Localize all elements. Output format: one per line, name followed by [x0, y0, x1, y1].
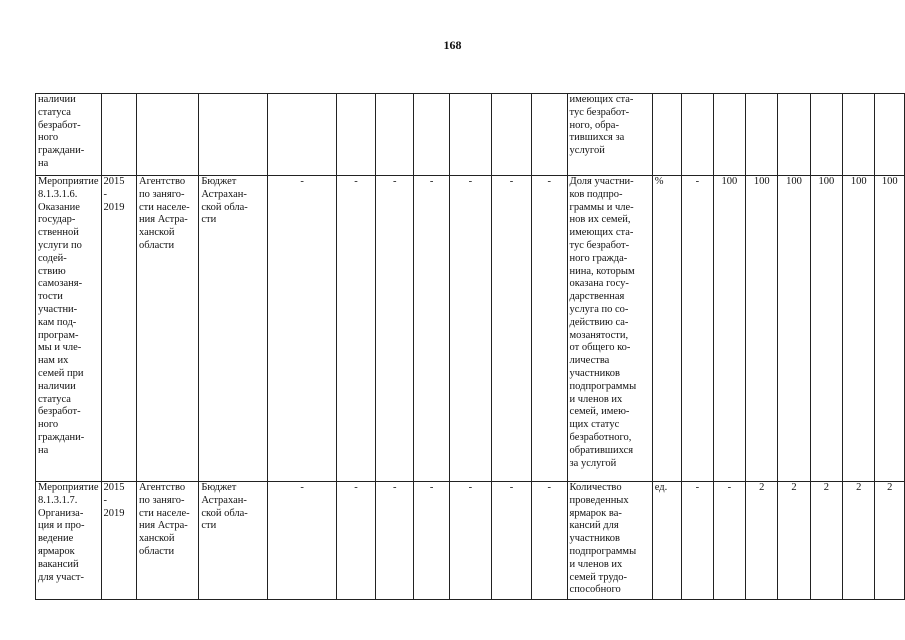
- fin-cell: -: [491, 176, 531, 482]
- table-row: [36, 94, 905, 176]
- value-cell: 100: [746, 176, 778, 482]
- fin-cell: [268, 94, 337, 176]
- value-cell: [746, 94, 778, 176]
- years-cell: 2015 - 2019: [101, 176, 136, 482]
- unit-cell: %: [652, 176, 681, 482]
- value-cell: [682, 94, 714, 176]
- fin-cell: -: [491, 482, 531, 600]
- value-cell: 2: [810, 482, 842, 600]
- value-cell: [778, 94, 810, 176]
- page-number: 168: [443, 38, 462, 52]
- fin-cell: -: [376, 176, 414, 482]
- indicator-cell: имеющих ста- тус безработ- ного, обра- тившихся за услугой: [567, 94, 652, 176]
- value-cell: 100: [778, 176, 810, 482]
- years-cell: [101, 94, 136, 176]
- indicator-cell: Доля участни- ков подпро- граммы и чле- нов их семей, имеющих ста- тус безработ- ного гражда- нина, которым оказана госу- дарственная услуга по со- действию са- мозанятости, от общего ко- личества участников подпрограммы и членов их семей, имею- щих статус безработного, обратившихся за услугой: [567, 176, 652, 482]
- event-cell: Мероприятие 8.1.3.1.7. Организа- ция и про- ведение ярмарок вакансий для участ-: [36, 482, 102, 600]
- years-cell: 2015 - 2019: [101, 482, 136, 600]
- fin-cell: -: [449, 176, 491, 482]
- value-cell: 2: [778, 482, 810, 600]
- value-cell: 100: [875, 176, 905, 482]
- value-cell: 100: [843, 176, 875, 482]
- value-cell: [810, 94, 842, 176]
- fin-cell: [376, 94, 414, 176]
- fin-cell: -: [268, 176, 337, 482]
- executor-cell: [137, 94, 199, 176]
- value-cell: [875, 94, 905, 176]
- value-cell: 2: [843, 482, 875, 600]
- fin-cell: [449, 94, 491, 176]
- fin-cell: -: [532, 176, 567, 482]
- event-cell: Мероприятие 8.1.3.1.6. Оказание государ- ственной услуги по содей- ствию самозаня- тости участни- кам под- програм- мы и чле- нам их семей при наличии статуса безработ- ного граждани- на: [36, 176, 102, 482]
- unit-cell: ед.: [652, 482, 681, 600]
- value-cell: -: [682, 482, 714, 600]
- value-cell: 2: [746, 482, 778, 600]
- event-cell: наличии статуса безработ- ного граждани- на: [36, 94, 102, 176]
- value-cell: -: [682, 176, 714, 482]
- indicator-cell: Количество проведенных ярмарок ва- кансий для участников подпрограммы и членов их семей трудо- способного: [567, 482, 652, 600]
- fin-cell: -: [414, 176, 449, 482]
- source-cell: Бюджет Астрахан- ской обла- сти: [199, 176, 268, 482]
- fin-cell: [336, 94, 375, 176]
- source-cell: [199, 94, 268, 176]
- value-cell: [713, 94, 745, 176]
- program-table: [35, 93, 905, 600]
- fin-cell: -: [532, 482, 567, 600]
- unit-cell: [652, 94, 681, 176]
- fin-cell: [532, 94, 567, 176]
- executor-cell: Агентство по заняго- сти населе- ния Астра- ханской области: [137, 176, 199, 482]
- value-cell: [843, 94, 875, 176]
- fin-cell: [491, 94, 531, 176]
- fin-cell: -: [268, 482, 337, 600]
- value-cell: -: [713, 482, 745, 600]
- fin-cell: -: [414, 482, 449, 600]
- value-cell: 100: [713, 176, 745, 482]
- fin-cell: -: [449, 482, 491, 600]
- source-cell: Бюджет Астрахан- ской обла- сти: [199, 482, 268, 600]
- executor-cell: Агентство по заняго- сти населе- ния Астра- ханской области: [137, 482, 199, 600]
- table-row: [36, 482, 905, 600]
- fin-cell: [414, 94, 449, 176]
- value-cell: 100: [810, 176, 842, 482]
- table-row: [36, 176, 905, 482]
- value-cell: 2: [875, 482, 905, 600]
- fin-cell: -: [336, 482, 375, 600]
- fin-cell: -: [336, 176, 375, 482]
- fin-cell: -: [376, 482, 414, 600]
